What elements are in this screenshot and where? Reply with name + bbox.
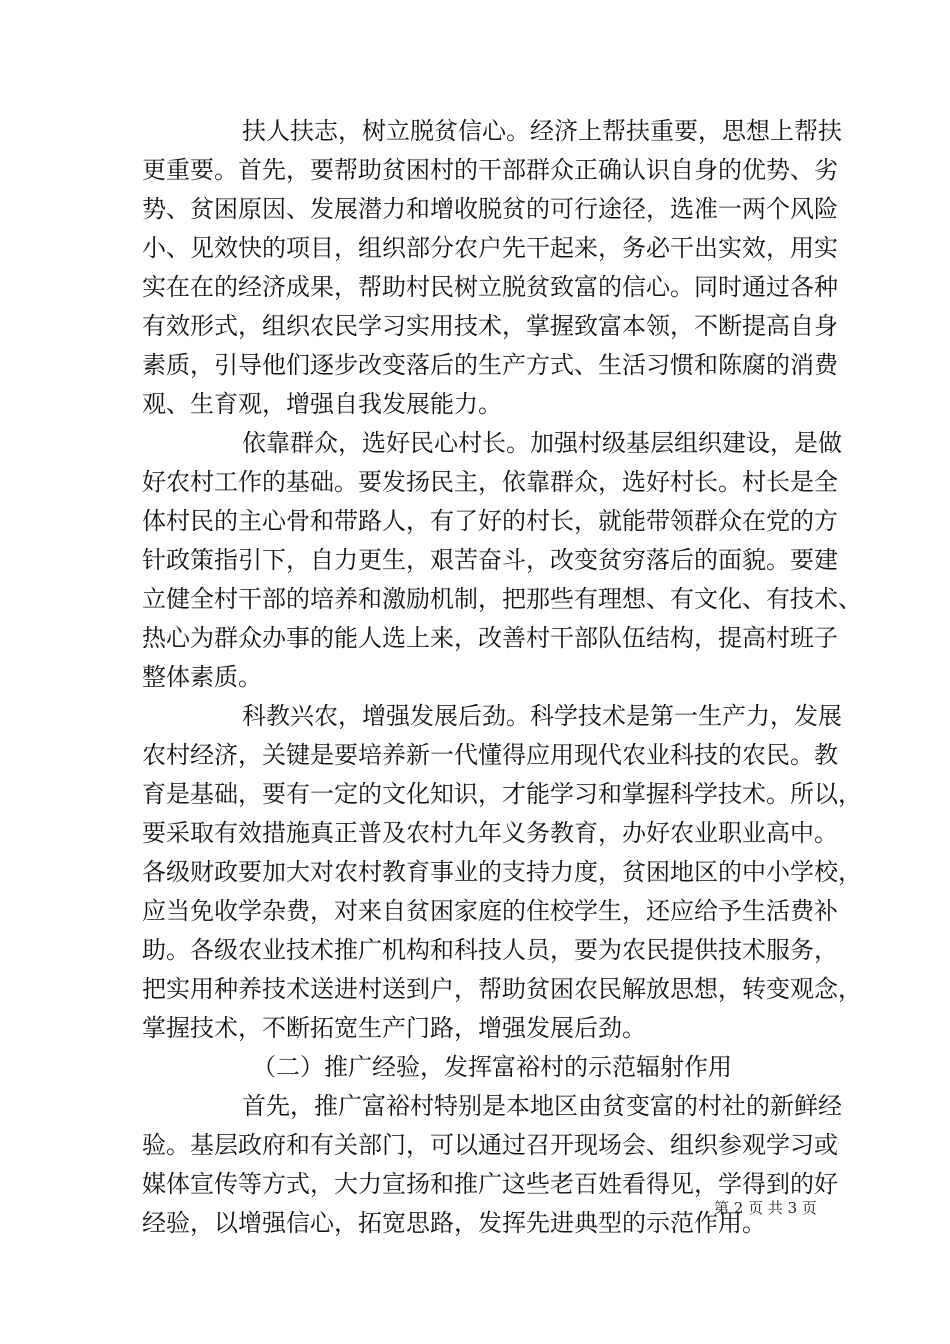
paragraph-line: 热心为群众办事的能人选上来，改善村干部队伍结构，提高村班子 [142,624,838,652]
paragraph-line: 应当免收学杂费，对来自贫困家庭的住校学生，还应给予生活费补 [142,897,838,925]
page-number-footer: 第 2 页 共 3 页 [714,1199,817,1217]
paragraph-line: 势、贫困原因、发展潜力和增收脱贫的可行途径，选准一两个风险 [142,195,838,223]
paragraph-line: 农村经济，关键是要培养新一代懂得应用现代农业科技的农民。教 [142,741,838,769]
paragraph-line: 素质，引导他们逐步改变落后的生产方式、生活习惯和陈腐的消费 [142,351,838,379]
paragraph-line: 体村民的主心骨和带路人，有了好的村长，就能带领群众在党的方 [142,507,838,535]
paragraph-line: 助。各级农业技术推广机构和科技人员，要为农民提供技术服务， [142,936,838,964]
paragraph-line: 扶人扶志，树立脱贫信心。经济上帮扶重要，思想上帮扶 [242,117,842,145]
paragraph-line: 媒体宣传等方式，大力宣扬和推广这些老百姓看得见，学得到的好 [142,1170,838,1198]
paragraph-promote-experience [142,1087,842,1243]
paragraph-line: 更重要。首先，要帮助贫困村的干部群众正确认识自身的优势、劣 [142,156,838,184]
paragraph-line: 育是基础，要有一定的文化知识，才能学习和掌握科学技术。所以， [142,780,862,808]
section-heading-text: （二）推广经验，发挥富裕村的示范辐射作用 [252,1053,732,1081]
paragraph-village-leader [142,424,862,697]
paragraph-poverty-mindset [142,112,842,424]
paragraph-line: 针政策指引下，自力更生，艰苦奋斗，改变贫穷落后的面貌。要建 [142,546,838,574]
paragraph-line: 要采取有效措施真正普及农村九年义务教育，办好农业职业高中。 [142,819,838,847]
paragraph-line: 有效形式，组织农民学习实用技术，掌握致富本领，不断提高自身 [142,312,838,340]
document-body [142,112,862,1243]
paragraph-line: 小、见效快的项目，组织部分农户先干起来，务必干出实效，用实 [142,234,838,262]
paragraph-line: 科教兴农，增强发展后劲。科学技术是第一生产力，发展 [242,702,842,730]
paragraph-line: 实在在的经济成果，帮助村民树立脱贫致富的信心。同时通过各种 [142,273,838,301]
paragraph-line: 首先，推广富裕村特别是本地区由贫变富的村社的新鲜经 [242,1092,842,1120]
paragraph-line: 掌握技术，不断拓宽生产门路，增强发展后劲。 [142,1014,646,1042]
paragraph-line: 好农村工作的基础。要发扬民主，依靠群众，选好村长。村长是全 [142,468,838,496]
paragraph-line: 把实用种养技术送进村送到户，帮助贫困农民解放思想，转变观念， [142,975,862,1003]
paragraph-line: 整体素质。 [142,663,262,691]
paragraph-line: 经验，以增强信心，拓宽思路，发挥先进典型的示范作用。 [142,1209,766,1237]
paragraph-line: 依靠群众，选好民心村长。加强村级基层组织建设，是做 [242,429,842,457]
paragraph-line: 各级财政要加大对农村教育事业的支持力度，贫困地区的中小学校， [142,858,862,886]
paragraph-line: 立健全村干部的培养和激励机制，把那些有理想、有文化、有技术、 [142,585,862,613]
paragraph-science-education [142,697,862,1048]
section-heading [142,1048,812,1087]
paragraph-line: 验。基层政府和有关部门，可以通过召开现场会、组织参观学习或 [142,1131,838,1159]
paragraph-line: 观、生育观，增强自我发展能力。 [142,390,502,418]
